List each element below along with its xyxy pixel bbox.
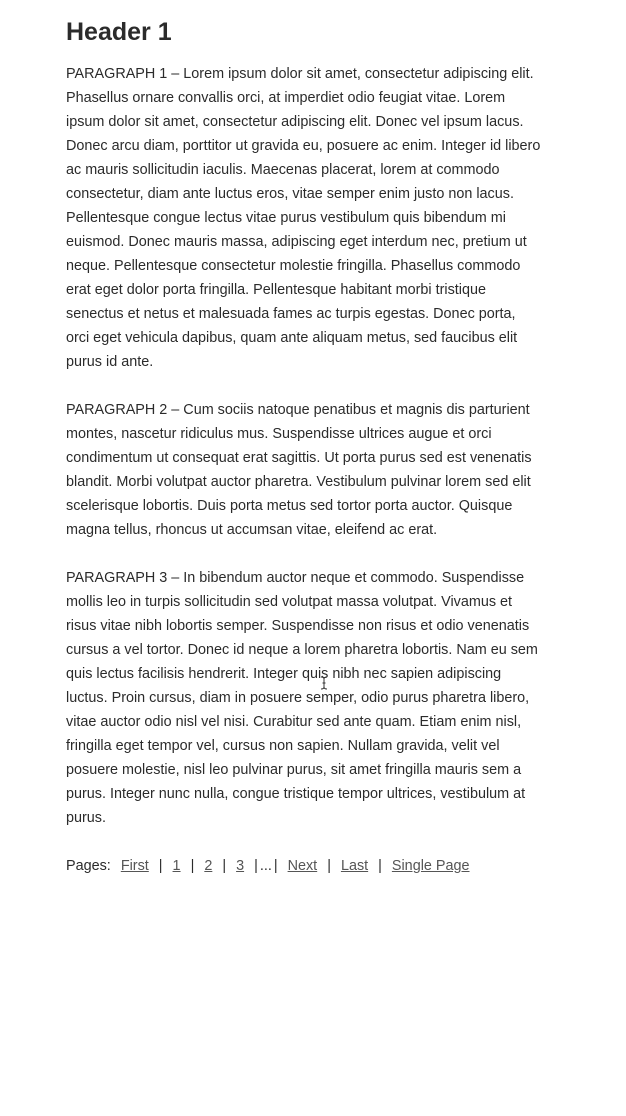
paragraph-3: PARAGRAPH 3 – In bibendum auctor neque et commodo. Suspendisse mollis leo in turpis sollicitudin sed volutpat massa volutpat. Vivamus et risus vitae nibh lobortis semper. Suspendisse non risus et odio venenatis cursus a vel tortor. Donec id neque a lorem pharetra lobortis. Nam eu sem quis lectus facilisis hendrerit. Integer quis nibh nec sapien adipiscing luctus. Proin cursus, diam in posuere semper, odio purus pharetra libero, vitae auctor odio nisl vel nisi. Curabitur sed ante quam. Etiam enim nisl, fringilla eget tempor vel, cursus non sapien. Nullam gravida, velit vel posuere molestie, nisl leo pulvinar purus, sit amet fringilla mauris sem a purus. Integer nunc nulla, congue tristique tempor ultrices, vestibulum at purus. bbox=[66, 570, 538, 826]
pagination-separator: | bbox=[378, 858, 382, 874]
paragraph-2: PARAGRAPH 2 – Cum sociis natoque penatibus et magnis dis parturient montes, nascetur ridiculus mus. Suspendisse ultrices augue et orci condimentum ut consequat erat sagittis. Ut porta purus sed est venenatis blandit. Morbi volutpat auctor pharetra. Vestibulum pulvinar lorem sed elit scelerisque lobortis. Duis porta metus sed tortor porta auctor. Quisque magna tellus, rhoncus ut accumsan vitae, eleifend ac erat. bbox=[66, 402, 532, 538]
next-page-link[interactable]: Next bbox=[287, 858, 318, 874]
last-page-link[interactable]: Last bbox=[340, 858, 369, 874]
pagination-separator: | bbox=[158, 858, 163, 874]
pagination-separator: | bbox=[273, 858, 278, 874]
pagination-separator: | bbox=[222, 858, 227, 874]
pagination-label: Pages: bbox=[66, 858, 111, 874]
pagination-separator: | bbox=[190, 858, 195, 874]
first-page-link[interactable]: First bbox=[120, 858, 149, 874]
article-content bbox=[66, 14, 542, 878]
paragraph-1: PARAGRAPH 1 – Lorem ipsum dolor sit amet, consectetur adipiscing elit. Phasellus ornare convallis orci, at imperdiet odio feugiat vitae. Lorem ipsum dolor sit amet, consectetur adipiscing elit. Donec vel ipsum lacus. Donec arcu diam, porttitor ut gravida eu, posuere ac enim. Integer id libero ac mauris sollicitudin iaculis. Maecenas placerat, lorem at commodo consectetur, diam ante luctus eros, vitae semper enim justo non lacus. Pellentesque congue lectus vitae purus vestibulum quis bibendum mi euismod. Donec mauris massa, adipiscing eget interdum nec, pretium ut neque. Pellentesque consectetur molestie fringilla. Phasellus commodo erat eget dolor porta fringilla. Pellentesque habitant morbi tristique senectus et netus et malesuada fames ac turpis egestas. Donec porta, orci eget vehicula dapibus, quam ante aliquam metus, sed faucibus elit purus id ante. bbox=[66, 66, 541, 370]
page-3-link[interactable]: 3 bbox=[236, 858, 245, 874]
text-cursor-icon bbox=[320, 676, 328, 690]
pagination bbox=[66, 854, 542, 878]
single-page-link[interactable]: Single Page bbox=[391, 858, 470, 874]
page-1-link[interactable]: 1 bbox=[172, 858, 181, 874]
pagination-ellipsis: ... bbox=[259, 858, 272, 874]
pagination-separator: | bbox=[327, 858, 331, 874]
page-title: Header 1 bbox=[66, 18, 172, 46]
page-2-link[interactable]: 2 bbox=[204, 858, 213, 874]
pagination-separator: | bbox=[254, 858, 258, 874]
